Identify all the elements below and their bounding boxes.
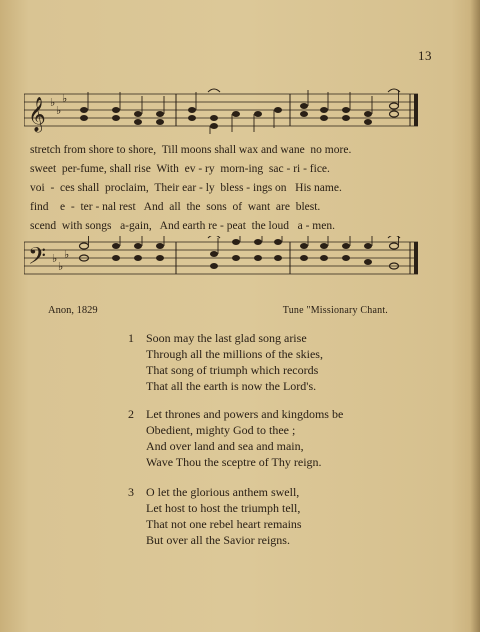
verse-line: Soon may the last glad song arise [146,331,307,345]
page-edge-shadow [470,0,480,632]
svg-text:♭: ♭ [52,252,58,265]
svg-text:♭: ♭ [58,260,64,273]
verse-line: O let the glorious anthem swell, [146,485,300,499]
svg-text:𝄞: 𝄞 [28,97,46,132]
verse-line: That song of triumph which records [146,363,319,377]
author-attribution: Anon, 1829 [48,305,98,316]
lyric-line: scend with songs a-gain, And earth re - peat the loud a - men. [30,220,335,232]
svg-text:♭: ♭ [64,248,70,261]
lyric-line: find e - ter - nal rest And all the sons of want are blest. [30,201,321,213]
verse-number: 3 [128,485,134,499]
tune-attribution: Tune "Missionary Chant. [282,305,388,316]
svg-text:♭: ♭ [56,104,62,117]
verse-line: Let thrones and powers and kingdoms be [146,407,344,421]
verse-number: 2 [128,407,134,421]
svg-text:♭: ♭ [50,96,56,109]
lyrics-block [30,141,420,236]
lyric-line: stretch from shore to shore, Till moons shall wax and wane no more. [30,144,352,156]
verse-line: Let host to host the triumph tell, [146,501,301,515]
lyric-line: sweet per-fume, shall rise With ev - ry morn-ing sac - ri - fice. [30,163,330,175]
verse-line: But over all the Savior reigns. [146,533,290,547]
treble-staff [24,88,422,136]
svg-text:♭: ♭ [62,92,68,105]
svg-text:𝄢: 𝄢 [28,242,47,275]
verse-line: Through all the millions of the skies, [146,347,323,361]
lyric-line: voi - ces shall proclaim, Their ear - ly bless - ings on His name. [30,182,342,194]
verse-line: And over land and sea and main, [146,439,304,453]
verse-line: Obedient, mighty God to thee ; [146,423,296,437]
verse-line: That not one rebel heart remains [146,517,302,531]
page-number: 13 [418,48,432,63]
verse-line: That all the earth is now the Lord's. [146,379,317,393]
verse-number: 1 [128,331,134,345]
bass-staff [24,236,422,284]
verse-line: Wave Thou the sceptre of Thy reign. [146,455,322,469]
